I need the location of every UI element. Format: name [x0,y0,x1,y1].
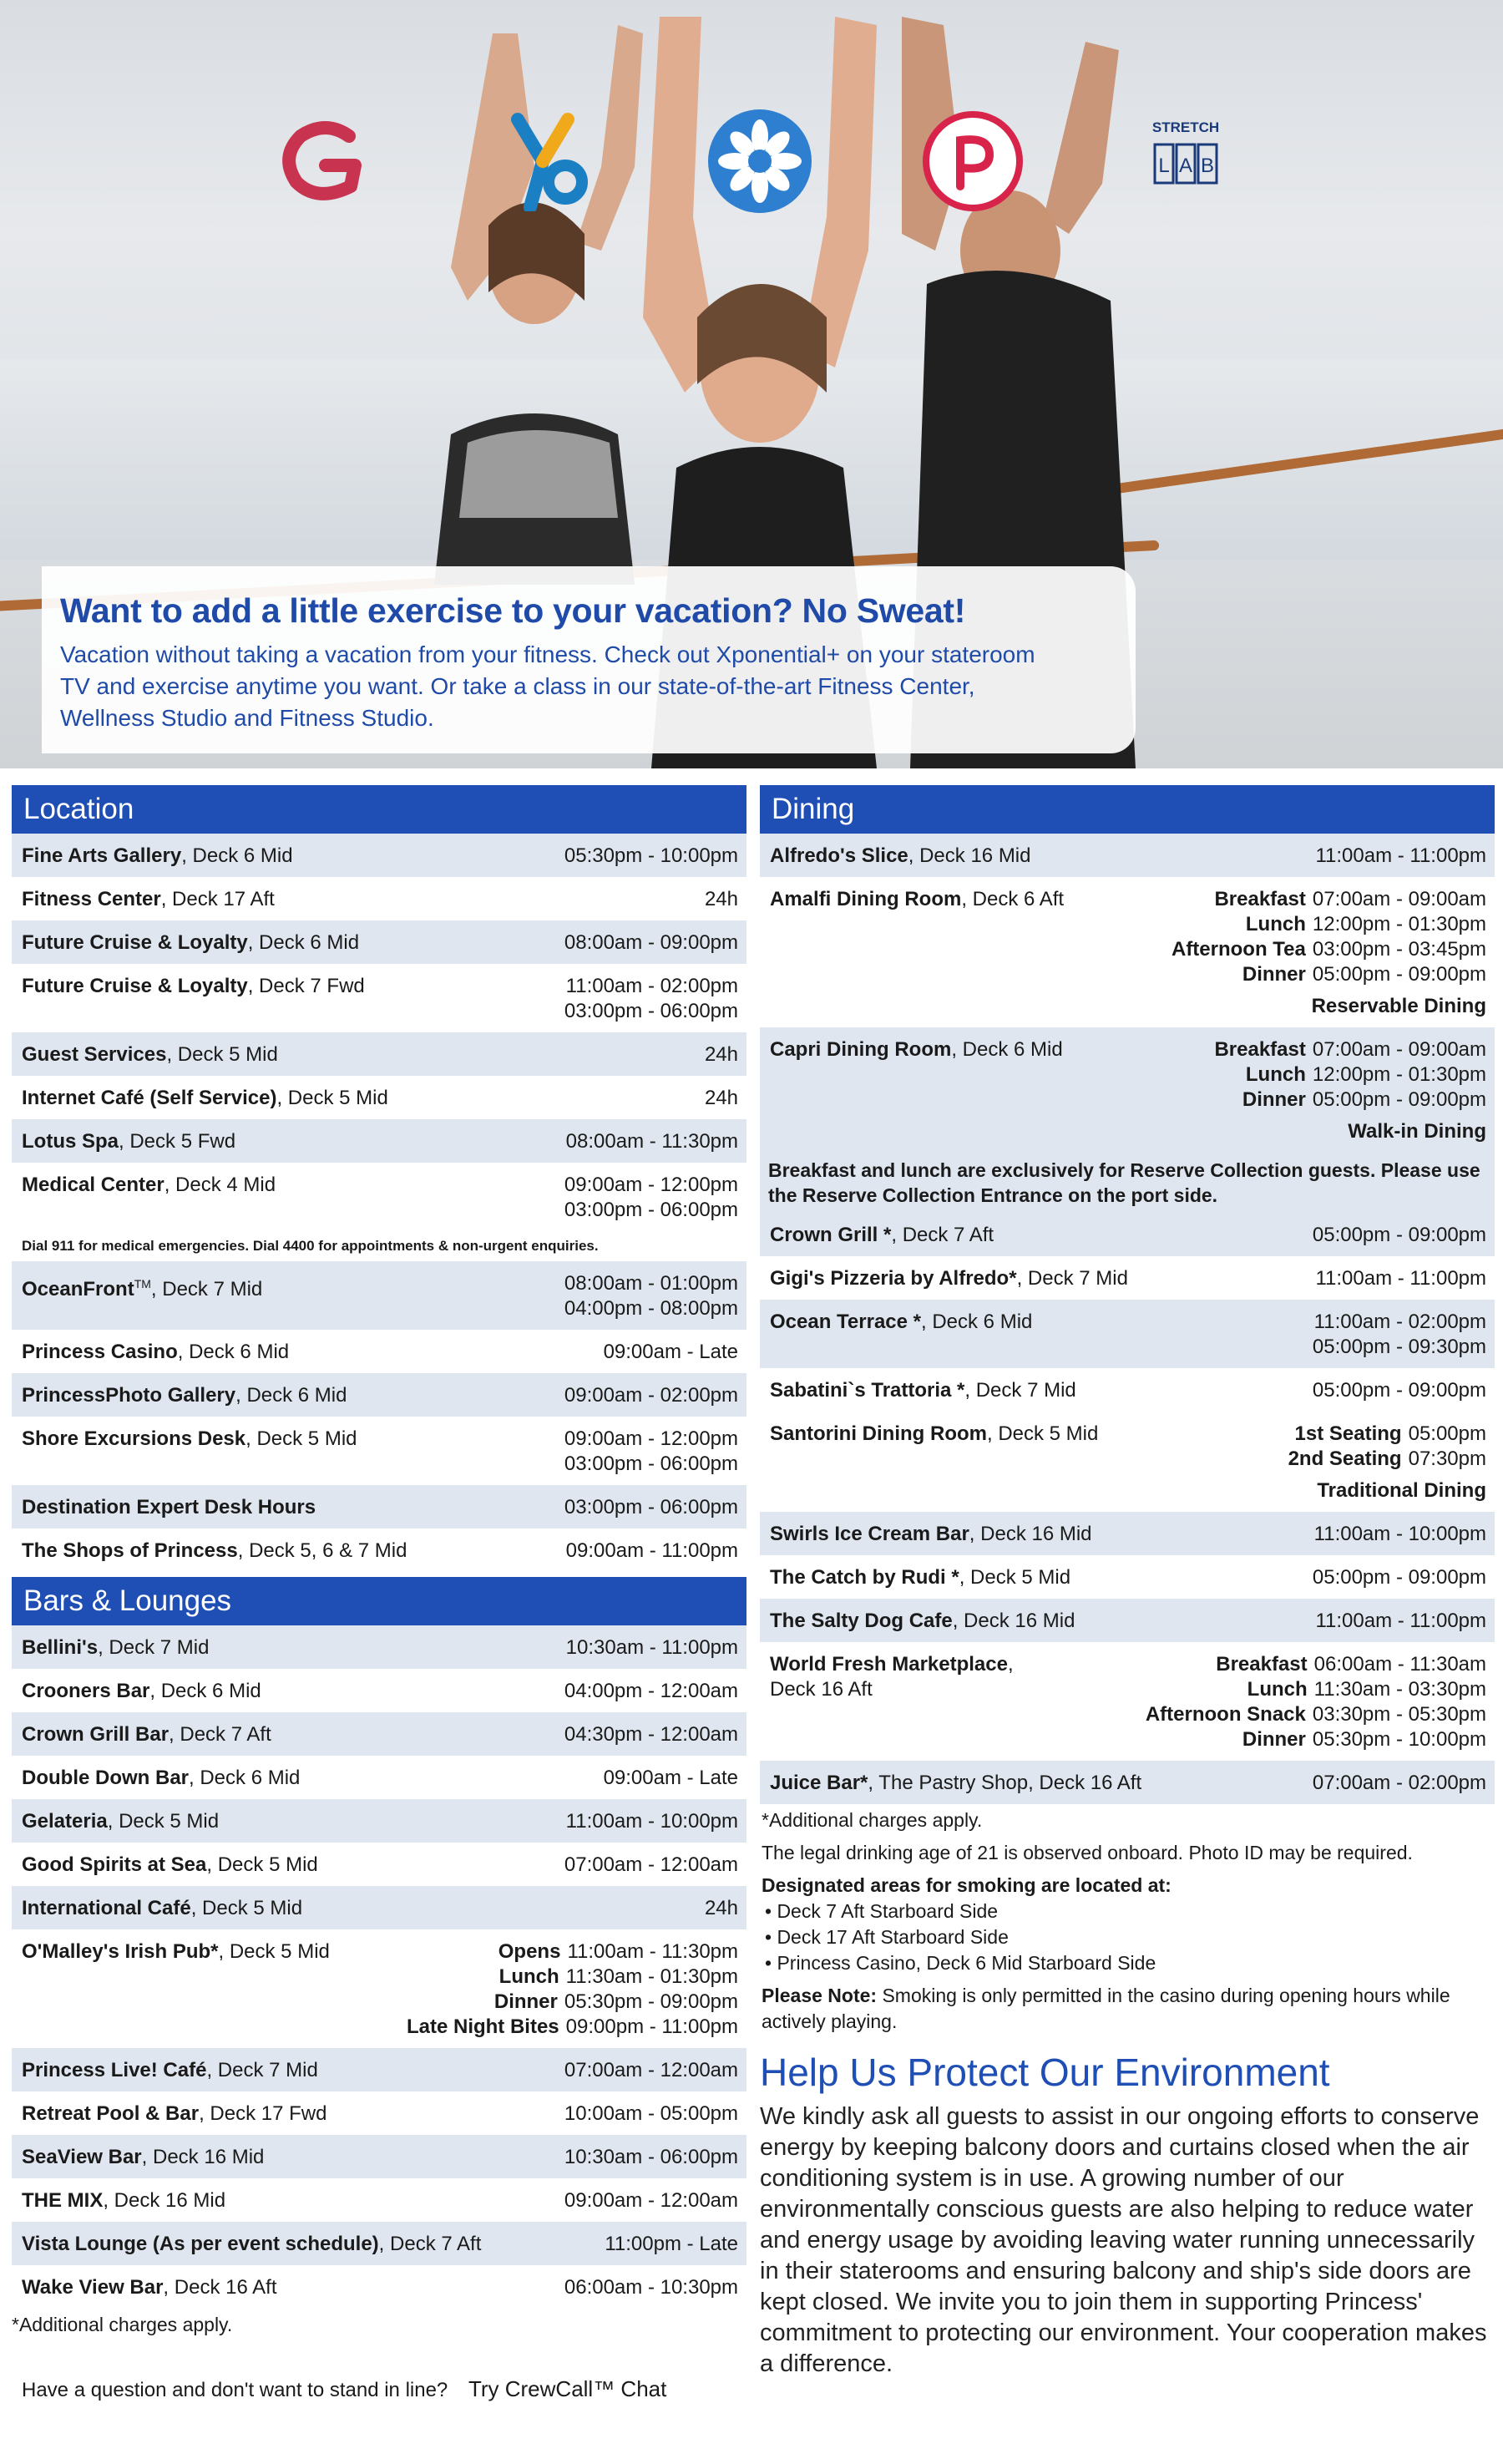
dining-list-2 [760,1512,1495,1642]
list-item [12,1529,746,1572]
venue-hours: 11:00am - 10:00pm [1313,1523,1486,1545]
venue-hours: 09:00am - Late [603,1767,738,1789]
venue-name: Crown Grill Bar, Deck 7 Aft [22,1723,271,1746]
list-item [12,1417,746,1485]
dining-list [760,1213,1495,1412]
venue-name: Lotus Spa, Deck 5 Fwd [22,1130,236,1153]
meal-time: Lunch 11:30am - 01:30pm [498,1965,738,1988]
venue-name: Gigi's Pizzeria by Alfredo*, Deck 7 Mid [770,1267,1128,1290]
venue-hours: 05:00pm - 09:00pm [1312,1224,1486,1246]
venue-hours: 08:00am - 11:30pm [565,1130,738,1153]
venue-name: World Fresh Marketplace, Deck 16 Aft [770,1653,1014,1701]
list-item [12,834,746,877]
list-item [12,1032,746,1076]
crewcall-prompt [22,2376,666,2402]
meal-time: 1st Seating 05:00pm [1294,1422,1486,1445]
dining-footnote: *Additional charges apply. [762,1809,983,1831]
venue-name: Fine Arts Gallery, Deck 6 Mid [22,844,293,867]
list-item [12,1843,746,1886]
venue-name: Shore Excursions Desk, Deck 5 Mid [22,1427,357,1450]
venue-name: PrincessPhoto Gallery, Deck 6 Mid [22,1384,347,1407]
list-item [760,1512,1495,1555]
bars-lounges-header: Bars & Lounges [12,1577,746,1625]
list-item [12,1669,746,1712]
venue-hours [1214,1037,1486,1144]
list-item [12,1163,746,1231]
venue-name: Swirls Ice Cream Bar, Deck 16 Mid [770,1523,1092,1545]
smoking-note: Please Note: Smoking is only permitted in the casino during opening hours while actively playing. [762,1985,1450,2032]
venue-name: The Catch by Rudi *, Deck 5 Mid [770,1566,1071,1589]
smoking-title: Designated areas for smoking are located at: [762,1874,1172,1896]
venue-name: The Salty Dog Cafe, Deck 16 Mid [770,1610,1075,1632]
venue-hours: 06:00am - 10:30pm [564,2276,738,2299]
venue-name: OceanFront™, Deck 7 Mid [22,1277,263,1300]
venue-hours: 08:00am - 01:00pm 04:00pm - 08:00pm [564,1272,738,1320]
list-item [760,1256,1495,1300]
location-header: Location [12,785,746,834]
venue-name: Future Cruise & Loyalty, Deck 6 Mid [22,931,360,954]
list-item [12,1886,746,1929]
meal-time: 2nd Seating 07:30pm [1288,1447,1486,1470]
list-item [760,1555,1495,1599]
location-list [12,834,746,1231]
venue-hours: 10:30am - 06:00pm [564,2146,738,2168]
hero-title: Want to add a little exercise to your vacation? No Sweat! [60,591,966,630]
svg-text:B: B [1200,155,1215,177]
list-item [12,877,746,920]
smoking-areas [760,1869,1495,1980]
venue-name: Internet Café (Self Service), Deck 5 Mid [22,1087,388,1109]
list-item [760,1642,1495,1761]
venue-hours: 10:30am - 11:00pm [565,1636,738,1659]
list-item [12,2135,746,2178]
list-item [760,877,1495,1027]
meal-time: Lunch 12:00pm - 01:30pm [1245,913,1486,935]
venue-hours: 24h [704,1043,738,1066]
venue-hours: 11:00am - 10:00pm [565,1810,738,1833]
meal-time: Lunch 11:30am - 03:30pm [1247,1678,1486,1701]
venue-hours: 24h [704,1087,738,1109]
meal-time: Dinner 05:30pm - 09:00pm [493,1990,738,2013]
venue-name: Vista Lounge (As per event schedule), Deck 7 Aft [22,2233,482,2255]
venue-name: Sabatini`s Trattoria *, Deck 7 Mid [770,1379,1076,1402]
venue-hours: 11:00am - 02:00pm 03:00pm - 06:00pm [564,975,738,1022]
list-item [12,1485,746,1529]
list-item [760,1412,1495,1512]
venue-name: Princess Casino, Deck 6 Mid [22,1341,290,1363]
list-item [12,2265,746,2309]
venue-name: Santorini Dining Room, Deck 5 Mid [770,1422,1099,1445]
venue-hours: 09:00am - Late [603,1341,738,1363]
list-item [12,1799,746,1843]
list-item [12,1330,746,1373]
venue-name: Medical Center, Deck 4 Mid [22,1174,276,1196]
svg-text:L: L [1158,155,1170,177]
list-item [12,920,746,964]
venue-hours: 11:00am - 02:00pm 05:00pm - 09:30pm [1312,1311,1486,1358]
venue-hours: 24h [704,888,738,910]
meal-time: Breakfast 06:00am - 11:30am [1216,1653,1486,1676]
venue-hours: 11:00am - 11:00pm [1315,1610,1486,1632]
bars-list-2 [12,2048,746,2309]
pure-barre-logo [918,107,1027,215]
bars-footnote: *Additional charges apply. [12,2314,233,2335]
svg-text:STRETCH: STRETCH [1151,119,1220,135]
medical-note: Dial 911 for medical emergencies. Dial 4400 for appointments & non-urgent enquiries. [22,1238,599,1254]
venue-hours [1288,1422,1486,1503]
venue-hours: 24h [704,1897,738,1919]
environment-title: Help Us Protect Our Environment [760,2051,1330,2094]
venue-hours: 05:00pm - 09:00pm [1312,1379,1486,1402]
list-item [12,1756,746,1799]
venue-hours [1172,887,1486,1019]
venue-hours: 11:00am - 11:00pm [1315,844,1486,867]
venue-name: Bellini's, Deck 7 Mid [22,1636,210,1659]
meal-time: Dinner 05:30pm - 10:00pm [1242,1728,1486,1751]
list-item [12,1076,746,1119]
venue-name: Juice Bar*, The Pastry Shop, Deck 16 Aft [770,1772,1142,1794]
list-item [12,1929,746,2048]
list-item [12,2048,746,2091]
right-column [760,785,1495,2380]
fitness-brand-logos [0,107,1503,224]
list-item [12,2091,746,2135]
venue-hours [1146,1652,1486,1752]
crewcall-chat-link[interactable]: Try CrewCall™ Chat [468,2376,667,2401]
list-item [760,1368,1495,1412]
venue-name: SeaView Bar, Deck 16 Mid [22,2146,265,2168]
list-item [12,1625,746,1669]
meal-time: Opens 11:00am - 11:30pm [498,1940,738,1963]
meal-time: Dinner 05:00pm - 09:00pm [1242,1088,1486,1111]
list-item [12,2178,746,2222]
crewcall-question: Have a question and don't want to stand in line? [22,2379,448,2401]
venue-hours: 09:00am - 12:00pm 03:00pm - 06:00pm [564,1427,738,1475]
meal-time: Dinner 05:00pm - 09:00pm [1242,963,1486,986]
dining-type-tag: Walk-in Dining [1348,1120,1486,1143]
venue-name: International Café, Deck 5 Mid [22,1897,303,1919]
cyclebar-logo [271,107,380,215]
venue-hours: 04:30pm - 12:00am [564,1723,738,1746]
venue-hours: 09:00am - 02:00pm [564,1384,738,1407]
list-item [760,834,1495,877]
yoga-six-logo [497,107,605,215]
venue-name: Good Spirits at Sea, Deck 5 Mid [22,1853,318,1876]
left-column [12,785,746,2341]
list-item [760,1213,1495,1256]
venue-hours: 10:00am - 05:00pm [564,2102,738,2125]
hero-subtitle: Vacation without taking a vacation from your fitness. Check out Xponential+ on your stateroom TV and exercise anytime you want. Or take a class in our state-of-the-art Fitness Center, Wellness Studio and Fitness Studio. [60,641,1035,731]
dining-type-tag: Reservable Dining [1311,995,1486,1017]
hero-banner [0,0,1503,768]
list-item [12,2222,746,2265]
venue-hours [407,1939,738,2040]
meal-time: Lunch 12:00pm - 01:30pm [1245,1063,1486,1086]
list-item [760,1761,1495,1804]
venue-hours: 09:00am - 12:00pm 03:00pm - 06:00pm [564,1174,738,1221]
list-item [12,1373,746,1417]
venue-hours: 05:00pm - 09:00pm [1312,1566,1486,1589]
venue-name: Alfredo's Slice, Deck 16 Mid [770,844,1031,867]
location-list-2 [12,1261,746,1572]
svg-text:A: A [1178,155,1193,177]
bars-list [12,1625,746,1929]
venue-name: Crown Grill *, Deck 7 Aft [770,1224,994,1246]
list-item [12,964,746,1032]
venue-name: Ocean Terrace *, Deck 6 Mid [770,1311,1033,1333]
venue-name: The Shops of Princess, Deck 5, 6 & 7 Mid [22,1539,407,1562]
venue-name: Wake View Bar, Deck 16 Aft [22,2276,277,2299]
stretch-lab-logo [1131,107,1240,215]
venue-name: Gelateria, Deck 5 Mid [22,1810,220,1833]
venue-name: Double Down Bar, Deck 6 Mid [22,1767,301,1789]
list-item [760,1300,1495,1368]
venue-hours: 04:00pm - 12:00am [564,1680,738,1702]
venue-name: Capri Dining Room, Deck 6 Mid [770,1038,1063,1061]
venue-name: Destination Expert Desk Hours [22,1496,316,1518]
venue-name: Princess Live! Café, Deck 7 Mid [22,2059,318,2081]
meal-time: Breakfast 07:00am - 09:00am [1214,888,1486,910]
venue-name: Future Cruise & Loyalty, Deck 7 Fwd [22,975,365,997]
dining-type-tag: Traditional Dining [1317,1479,1486,1502]
venue-hours: 09:00am - 12:00am [564,2189,738,2212]
venue-hours: 09:00am - 11:00pm [565,1539,738,1562]
list-item [760,1599,1495,1642]
venue-name: Fitness Center, Deck 17 Aft [22,888,275,910]
list-item [12,1261,746,1330]
venue-hours: 07:00am - 02:00pm [1312,1772,1486,1794]
venue-hours: 11:00am - 11:00pm [1315,1267,1486,1290]
venue-hours: 07:00am - 12:00am [564,1853,738,1876]
hero-text-card [42,566,1136,753]
reserve-collection-note: Breakfast and lunch are exclusively for Reserve Collection guests. Please use the Reserve Collection Entrance on the port side. [760,1153,1495,1213]
drinking-age-note: The legal drinking age of 21 is observed onboard. Photo ID may be required. [762,1842,1413,1863]
meal-time: Late Night Bites 09:00pm - 11:00pm [406,2015,738,2038]
venue-name: Crooners Bar, Deck 6 Mid [22,1680,261,1702]
venue-name: O'Malley's Irish Pub*, Deck 5 Mid [22,1940,330,1963]
list-item [12,1712,746,1756]
meal-time: Afternoon Snack 03:30pm - 05:30pm [1145,1703,1486,1726]
smoking-area-item: • Princess Casino, Deck 6 Mid Starboard Side [765,1952,1156,1974]
dining-header: Dining [760,785,1495,834]
smoking-area-item: • Deck 7 Aft Starboard Side [765,1900,999,1922]
list-item [760,1027,1495,1153]
meal-time: Afternoon Tea 03:00pm - 03:45pm [1171,938,1486,961]
venue-name: Guest Services, Deck 5 Mid [22,1043,278,1066]
venue-name: Amalfi Dining Room, Deck 6 Aft [770,888,1065,910]
list-item [12,1119,746,1163]
venue-hours: 08:00am - 09:00pm [564,931,738,954]
venue-name: Retreat Pool & Bar, Deck 17 Fwd [22,2102,327,2125]
meal-time: Breakfast 07:00am - 09:00am [1214,1038,1486,1061]
lotus-flower-logo [706,107,814,215]
venue-hours: 11:00pm - Late [605,2233,738,2255]
venue-hours: 05:30pm - 10:00pm [564,844,738,867]
venue-hours: 03:00pm - 06:00pm [564,1496,738,1518]
venue-hours: 07:00am - 12:00am [564,2059,738,2081]
smoking-area-item: • Deck 17 Aft Starboard Side [765,1926,1009,1948]
venue-name: THE MIX, Deck 16 Mid [22,2189,226,2212]
environment-body: We kindly ask all guests to assist in our ongoing efforts to conserve energy by keeping balcony doors and curtains closed when the air conditioning system is in use. A growing number of our environmentally conscious guests are also helping to reduce water and energy usage by avoiding leaving water running unnecessarily in their staterooms and ensuring balcony and ship's side doors are kept closed. We invite you to join them in supporting Princess' commitment to protecting our environment. Your cooperation makes a difference. [760,2103,1487,2377]
